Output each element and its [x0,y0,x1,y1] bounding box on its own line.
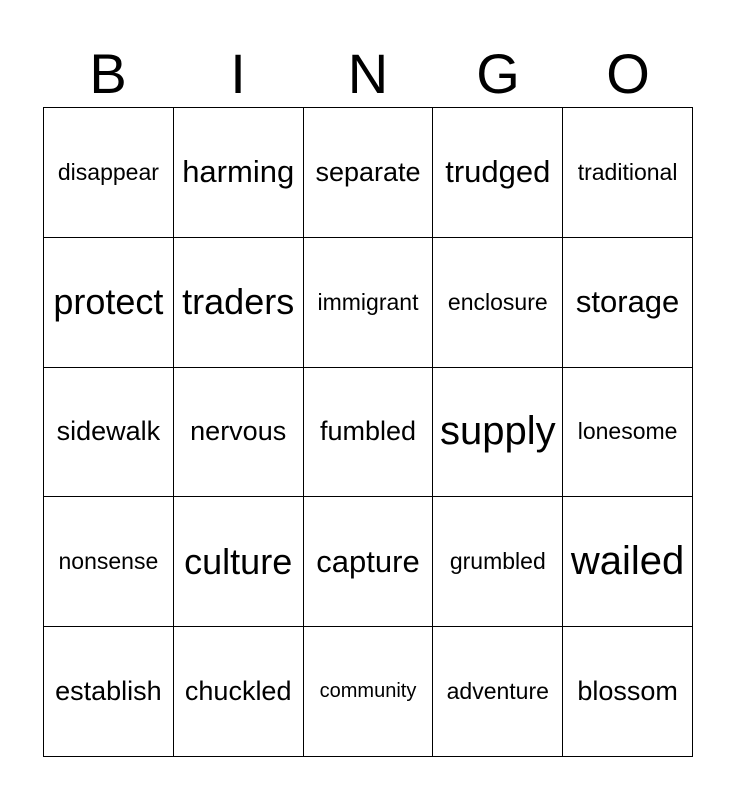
bingo-cell[interactable]: culture [174,497,304,627]
header-letter-i: I [230,42,246,105]
bingo-cell[interactable]: blossom [563,627,693,757]
header-letter-b: B [89,42,127,105]
bingo-cell[interactable]: enclosure [433,238,563,368]
bingo-cell[interactable]: immigrant [304,238,434,368]
bingo-cell[interactable]: community [304,627,434,757]
bingo-board [43,107,693,757]
bingo-cell[interactable]: chuckled [174,627,304,757]
bingo-cell[interactable]: lonesome [563,368,693,498]
bingo-cell[interactable]: wailed [563,497,693,627]
header-letter-n: N [347,42,389,105]
bingo-cell[interactable]: disappear [44,108,174,238]
bingo-cell[interactable]: supply [433,368,563,498]
bingo-cell[interactable]: traditional [563,108,693,238]
bingo-cell[interactable]: trudged [433,108,563,238]
bingo-cell[interactable]: harming [174,108,304,238]
bingo-cell[interactable]: traders [174,238,304,368]
bingo-cell[interactable]: capture [304,497,434,627]
header-letter-o: O [606,42,650,105]
bingo-cell[interactable]: nonsense [44,497,174,627]
bingo-cell[interactable]: storage [563,238,693,368]
bingo-cell[interactable]: adventure [433,627,563,757]
bingo-cell[interactable]: grumbled [433,497,563,627]
bingo-cell[interactable]: sidewalk [44,368,174,498]
bingo-cell[interactable]: fumbled [304,368,434,498]
bingo-cell[interactable]: nervous [174,368,304,498]
bingo-cell[interactable]: protect [44,238,174,368]
bingo-cell[interactable]: separate [304,108,434,238]
bingo-cell[interactable]: establish [44,627,174,757]
header-letter-g: G [476,42,520,105]
bingo-header [43,40,693,108]
